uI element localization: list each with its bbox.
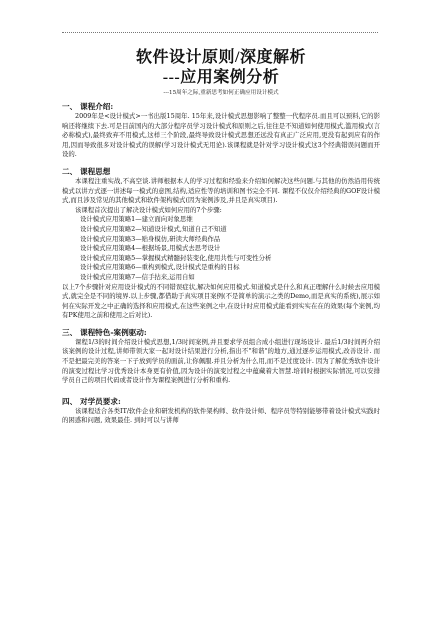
doc-title-line2: ---应用案例分析 (162, 69, 280, 86)
section-heading: 二、 课程思想 (62, 166, 111, 176)
list-intro: 该课程首次提出了解决设计模式如何应用的7个步骤: (75, 205, 222, 214)
list-item: 设计模式应用策略4—根据场景,用模式去思考设计 (80, 244, 221, 253)
doc-subtitle: ---15周年之际,重新思考如何正确应用设计模式 (163, 90, 279, 96)
header-rule (62, 32, 378, 33)
section-student-requirements (62, 396, 380, 426)
list-item: 设计模式应用策略5—掌握模式精髓封装变化,使用共性与可变性分析 (80, 253, 272, 262)
strategy-list (80, 215, 380, 282)
document-page (62, 48, 380, 426)
section-heading: 一、 课程介绍: (62, 102, 114, 111)
doc-title-line1: 软件设计原则/深度解析 (136, 49, 306, 66)
list-item: 设计模式应用策略7—信手拈来,运用自如 (80, 272, 195, 281)
list-item: 设计模式应用策略3—贴身模仿,研读大师经典作品 (80, 234, 221, 243)
section-paragraph: 本课程注重实战,不高空谈.讲师根据本人的学习过程和经验来介绍如何解决这些问题.与其他的仿然沿用传统模式以讲方式逐一讲述每一模式的意图,结构,适应性等的培训和图书完全不同. 课程不仅仅介绍经典的GOF设计模式,而且涉及常见的其他模式和软件架构模式(因为案例涉及,并且是真实项目). (62, 176, 380, 205)
section-paragraph: 该课程适合各类IT/软件企业和研发机构的软件架构师、软件设计师、程序员等特别能够带着设计模式实践时的困惑和问题, 效果最佳. 到时可以与讲师 (62, 406, 380, 425)
section-paragraph: 课程1/3的时间介绍设计模式思想,1/3时间案例,并且要求学员组合成小组进行现场设计. 最后1/3时间再介绍该案例的设计过程,讲师带领大家一起对设计结果进行分析,指出不"和谐"的地方,通过逐步运用模式,改善设计. 而不是把最完美的答案一下子放到学员的面前,让你佩服.并且分析为什么用,而不是过度设计. 因为了解优秀软件设计的演变过程比学习优秀设计本身更有价值,因为设计的演变过程之中蕴藏着大智慧.培训时根据实际情况,可以安排学员自己的项目代码或者设计作为课程案例进行分析和重构. (62, 337, 380, 385)
section-paragraph: 2009年是<设计模式>一书出版15周年. 15年来,设计模式思想影响了整整一代程序员.而且可以预料,它的影响还将继续下去.可是目前国内的大部分程序员学习设计模式和原则之后,往往是不知道如何使用模式,滥用模式(言必称模式),最终致弃不用模式,这样三个阶段,最终导致设计模式思想还远没有真正广泛应用,更没有起到应有的作用,因而导致很多对设计模式的误解(学习设计模式无用论).该课程就是针对学习设计模式这3个经典错误问题而开设的. (62, 112, 380, 159)
section-course-thinking (62, 166, 380, 321)
section-heading: 三、 课程特色-案例驱动: (62, 327, 147, 337)
list-item: 设计模式应用策略1—建立面向对象思维 (80, 215, 193, 224)
list-item: 设计模式应用策略2—知道设计模式,知道自己不知道 (80, 224, 227, 233)
list-item: 设计模式应用策略6—重构到模式,设计模式是重构的目标 (80, 263, 240, 272)
section-course-features (62, 327, 380, 386)
section-paragraph: 以上7个步骤针对应用设计模式的不同错误症状,解决如何应用模式.知道模式是什么和真正理解什么时候去应用模式,就完全是不同的境界.以上步骤,都借助于真实项目案例(不是简单的演示之类的Demo,而是真实的系统),展示如何在实际开发之中正确的选择和应用模式,在这些案例之中,在设计时应用模式能看到实实在在的效果(每个案例,均有PK使用之前和使用之后对比). (62, 282, 380, 320)
section-heading: 四、 对学员要求: (62, 396, 121, 406)
section-course-intro (62, 101, 380, 160)
doc-title (62, 48, 380, 88)
